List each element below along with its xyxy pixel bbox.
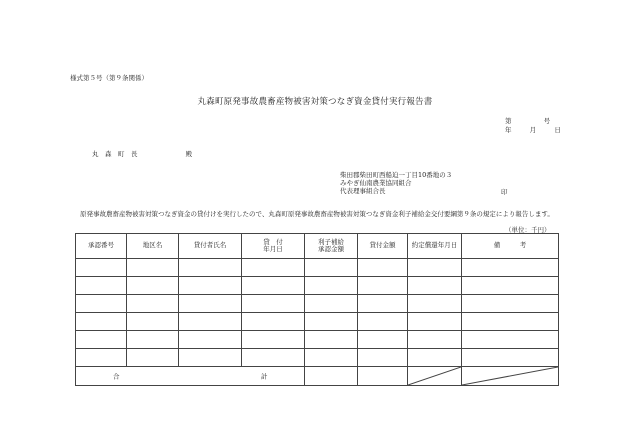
table-cell[interactable] [179,277,242,295]
table-row [76,349,559,367]
table-cell[interactable] [462,313,559,331]
report-number-prefix: 第 [505,117,512,125]
table-cell[interactable] [462,295,559,313]
table-cell[interactable] [242,331,305,349]
table-cell[interactable] [358,277,408,295]
header-borrower-name: 貸付者氏名 [179,234,242,259]
table-cell[interactable] [76,295,127,313]
total-remarks-cell [462,367,559,386]
table-cell[interactable] [242,277,305,295]
header-repayment-date: 約定償還年月日 [408,234,462,259]
table-cell[interactable] [305,331,358,349]
header-loan-amount: 貸付金額 [358,234,408,259]
table-cell[interactable] [127,277,179,295]
table-header-row [76,234,559,259]
loan-ledger-table [75,233,559,386]
table-cell[interactable] [358,259,408,277]
header-district: 地区名 [127,234,179,259]
table-cell[interactable] [358,313,408,331]
header-approval-number: 承認番号 [76,234,127,259]
table-cell[interactable] [127,259,179,277]
table-row [76,277,559,295]
diagonal-strike [462,367,558,385]
table-cell[interactable] [179,295,242,313]
addressee [92,149,192,158]
table-cell[interactable] [305,313,358,331]
table-cell[interactable] [179,259,242,277]
addressee-honorific: 殿 [185,150,193,158]
report-number-suffix: 号 [543,117,551,125]
unit-note: （単位：千円） [505,226,551,234]
total-label-left: 合 [113,372,120,381]
report-body-sentence: 原発事故農畜産物被害対策つなぎ資金の貸付けを実行したので、丸森町原発事故農畜産物被害対策つなぎ資金利子補給金交付要綱第９条の規定により報告します。 [80,210,554,218]
total-loan-amount-cell[interactable] [358,367,408,386]
report-number-line [505,116,550,125]
addressee-name: 丸 森 町 長 [92,150,138,158]
table-cell[interactable] [305,259,358,277]
header-interest-subsidy-amount: 利子補給 承認金額 [305,234,358,259]
issuer-organization: みやぎ仙南農業協同組合 [340,179,412,187]
table-cell[interactable] [242,313,305,331]
table-cell[interactable] [305,295,358,313]
table-row [76,313,559,331]
table-cell[interactable] [408,313,462,331]
form-number: 様式第５号（第９条関係） [70,74,148,82]
header-loan-date: 貸 付 年月日 [242,234,305,259]
table-cell[interactable] [408,277,462,295]
table-cell[interactable] [408,331,462,349]
table-cell[interactable] [462,277,559,295]
table-cell[interactable] [179,331,242,349]
diagonal-line [408,367,461,385]
table-row [76,259,559,277]
total-interest-subsidy-cell[interactable] [305,367,358,386]
table-cell[interactable] [462,259,559,277]
table-cell[interactable] [127,331,179,349]
table-cell[interactable] [242,349,305,367]
table-cell[interactable] [462,349,559,367]
seal-mark: 印 [501,188,508,196]
header-remarks: 備 考 [462,234,559,259]
table-cell[interactable] [408,349,462,367]
table-cell[interactable] [358,295,408,313]
table-cell[interactable] [76,277,127,295]
table-cell[interactable] [127,313,179,331]
table-cell[interactable] [358,331,408,349]
document-title: 丸森町原発事故農畜産物被害対策つなぎ資金貸付実行報告書 [197,97,433,107]
total-label-right: 計 [261,372,268,381]
table-cell[interactable] [358,349,408,367]
table-cell[interactable] [408,259,462,277]
table-cell[interactable] [305,349,358,367]
table-cell[interactable] [76,331,127,349]
report-date-line [505,125,561,134]
diagonal-strike [408,367,461,385]
table-cell[interactable] [76,259,127,277]
table-cell[interactable] [305,277,358,295]
date-day: 日 [554,126,561,134]
table-cell[interactable] [179,349,242,367]
date-year: 年 [505,126,512,134]
table-cell[interactable] [179,313,242,331]
table-cell[interactable] [242,295,305,313]
table-cell[interactable] [408,295,462,313]
issuer-address: 柴田郡柴田町西船迫一丁目10番地の３ [340,171,453,179]
table-body [76,259,559,386]
table-cell[interactable] [76,313,127,331]
table-cell[interactable] [76,349,127,367]
table-row [76,331,559,349]
total-row [76,367,559,386]
table-cell[interactable] [127,349,179,367]
issuer-representative: 代表理事組合長 [340,187,386,195]
table-cell[interactable] [127,295,179,313]
table-cell[interactable] [462,331,559,349]
diagonal-line [462,367,558,385]
total-repayment-date-cell [408,367,462,386]
date-month: 月 [529,126,537,134]
total-label-cell [76,367,305,386]
report-body-text [70,210,565,218]
table-cell[interactable] [242,259,305,277]
issuer-block [340,171,452,195]
table-row [76,295,559,313]
